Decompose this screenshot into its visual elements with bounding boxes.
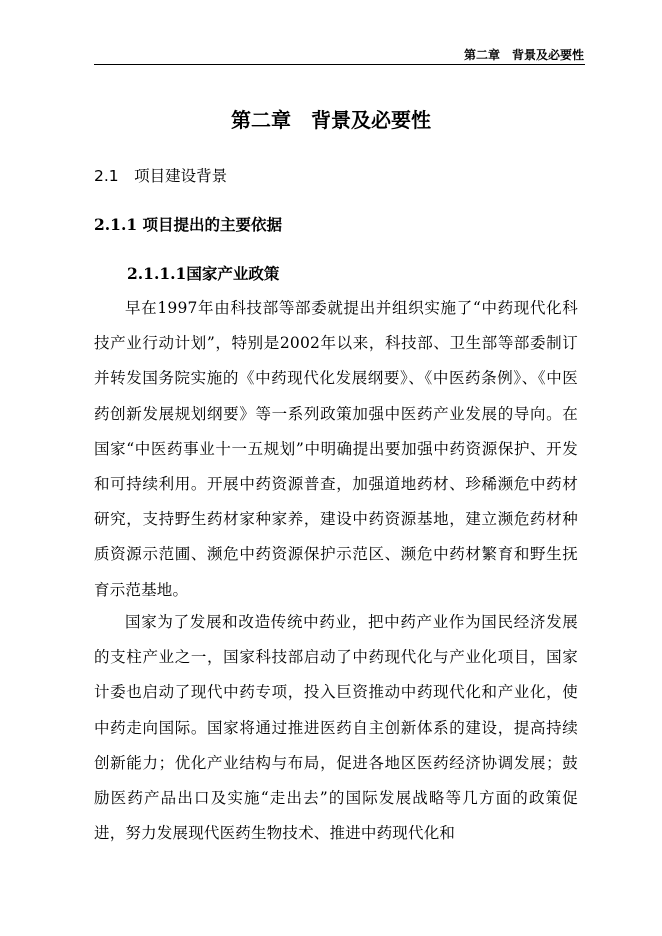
section-heading-2-1: 2.1 项目建设背景: [94, 167, 228, 185]
chapter-title: 第二章 背景及必要性: [231, 108, 431, 132]
body-paragraph: 国家为了发展和改造传统中药业，把中药产业作为国民经济发展的支柱产业之一，国家科技部启动了中药现代化与产业化项目，国家计委也启动了现代中药专项，投入巨资推动中药现代化和产业化，使中药走向国际。国家将通过推进医药自主创新体系的建设，提高持续创新能力；优化产业结构与布局，促进各地区医药经济协调发展；鼓励医药产品出口及实施“走出去”的国际发展战略等几方面的政策促进，努力发展现代医药生物技术、推进中药现代化和: [94, 613, 578, 843]
running-header: 第二章 背景及必要性: [463, 48, 584, 62]
section-heading-2-1-1: 2.1.1 项目提出的主要依据: [94, 215, 283, 234]
body-paragraph: 早在1997年由科技部等部委就提出并组织实施了“中药现代化科技产业行动计划”，特别是2002年以来，科技部、卫生部等部委制订并转发国务院实施的《中药现代化发展纲要》、《中医药条例》、《中医药创新发展规划纲要》等一系列政策加强中医药产业发展的导向。在国家“中医药事业十一五规划”中明确提出要加强中药资源保护、开发和可持续利用。开展中药资源普查，加强道地药材、珍稀濒危中药材研究，支持野生药材家种家养，建设中药资源基地，建立濒危药材种质资源示范圃、濒危中药资源保护示范区、濒危中药材繁育和野生抚育示范基地。: [94, 299, 578, 599]
header-rule: [94, 64, 585, 65]
section-heading-2-1-1-1: 2.1.1.1国家产业政策: [127, 264, 280, 283]
